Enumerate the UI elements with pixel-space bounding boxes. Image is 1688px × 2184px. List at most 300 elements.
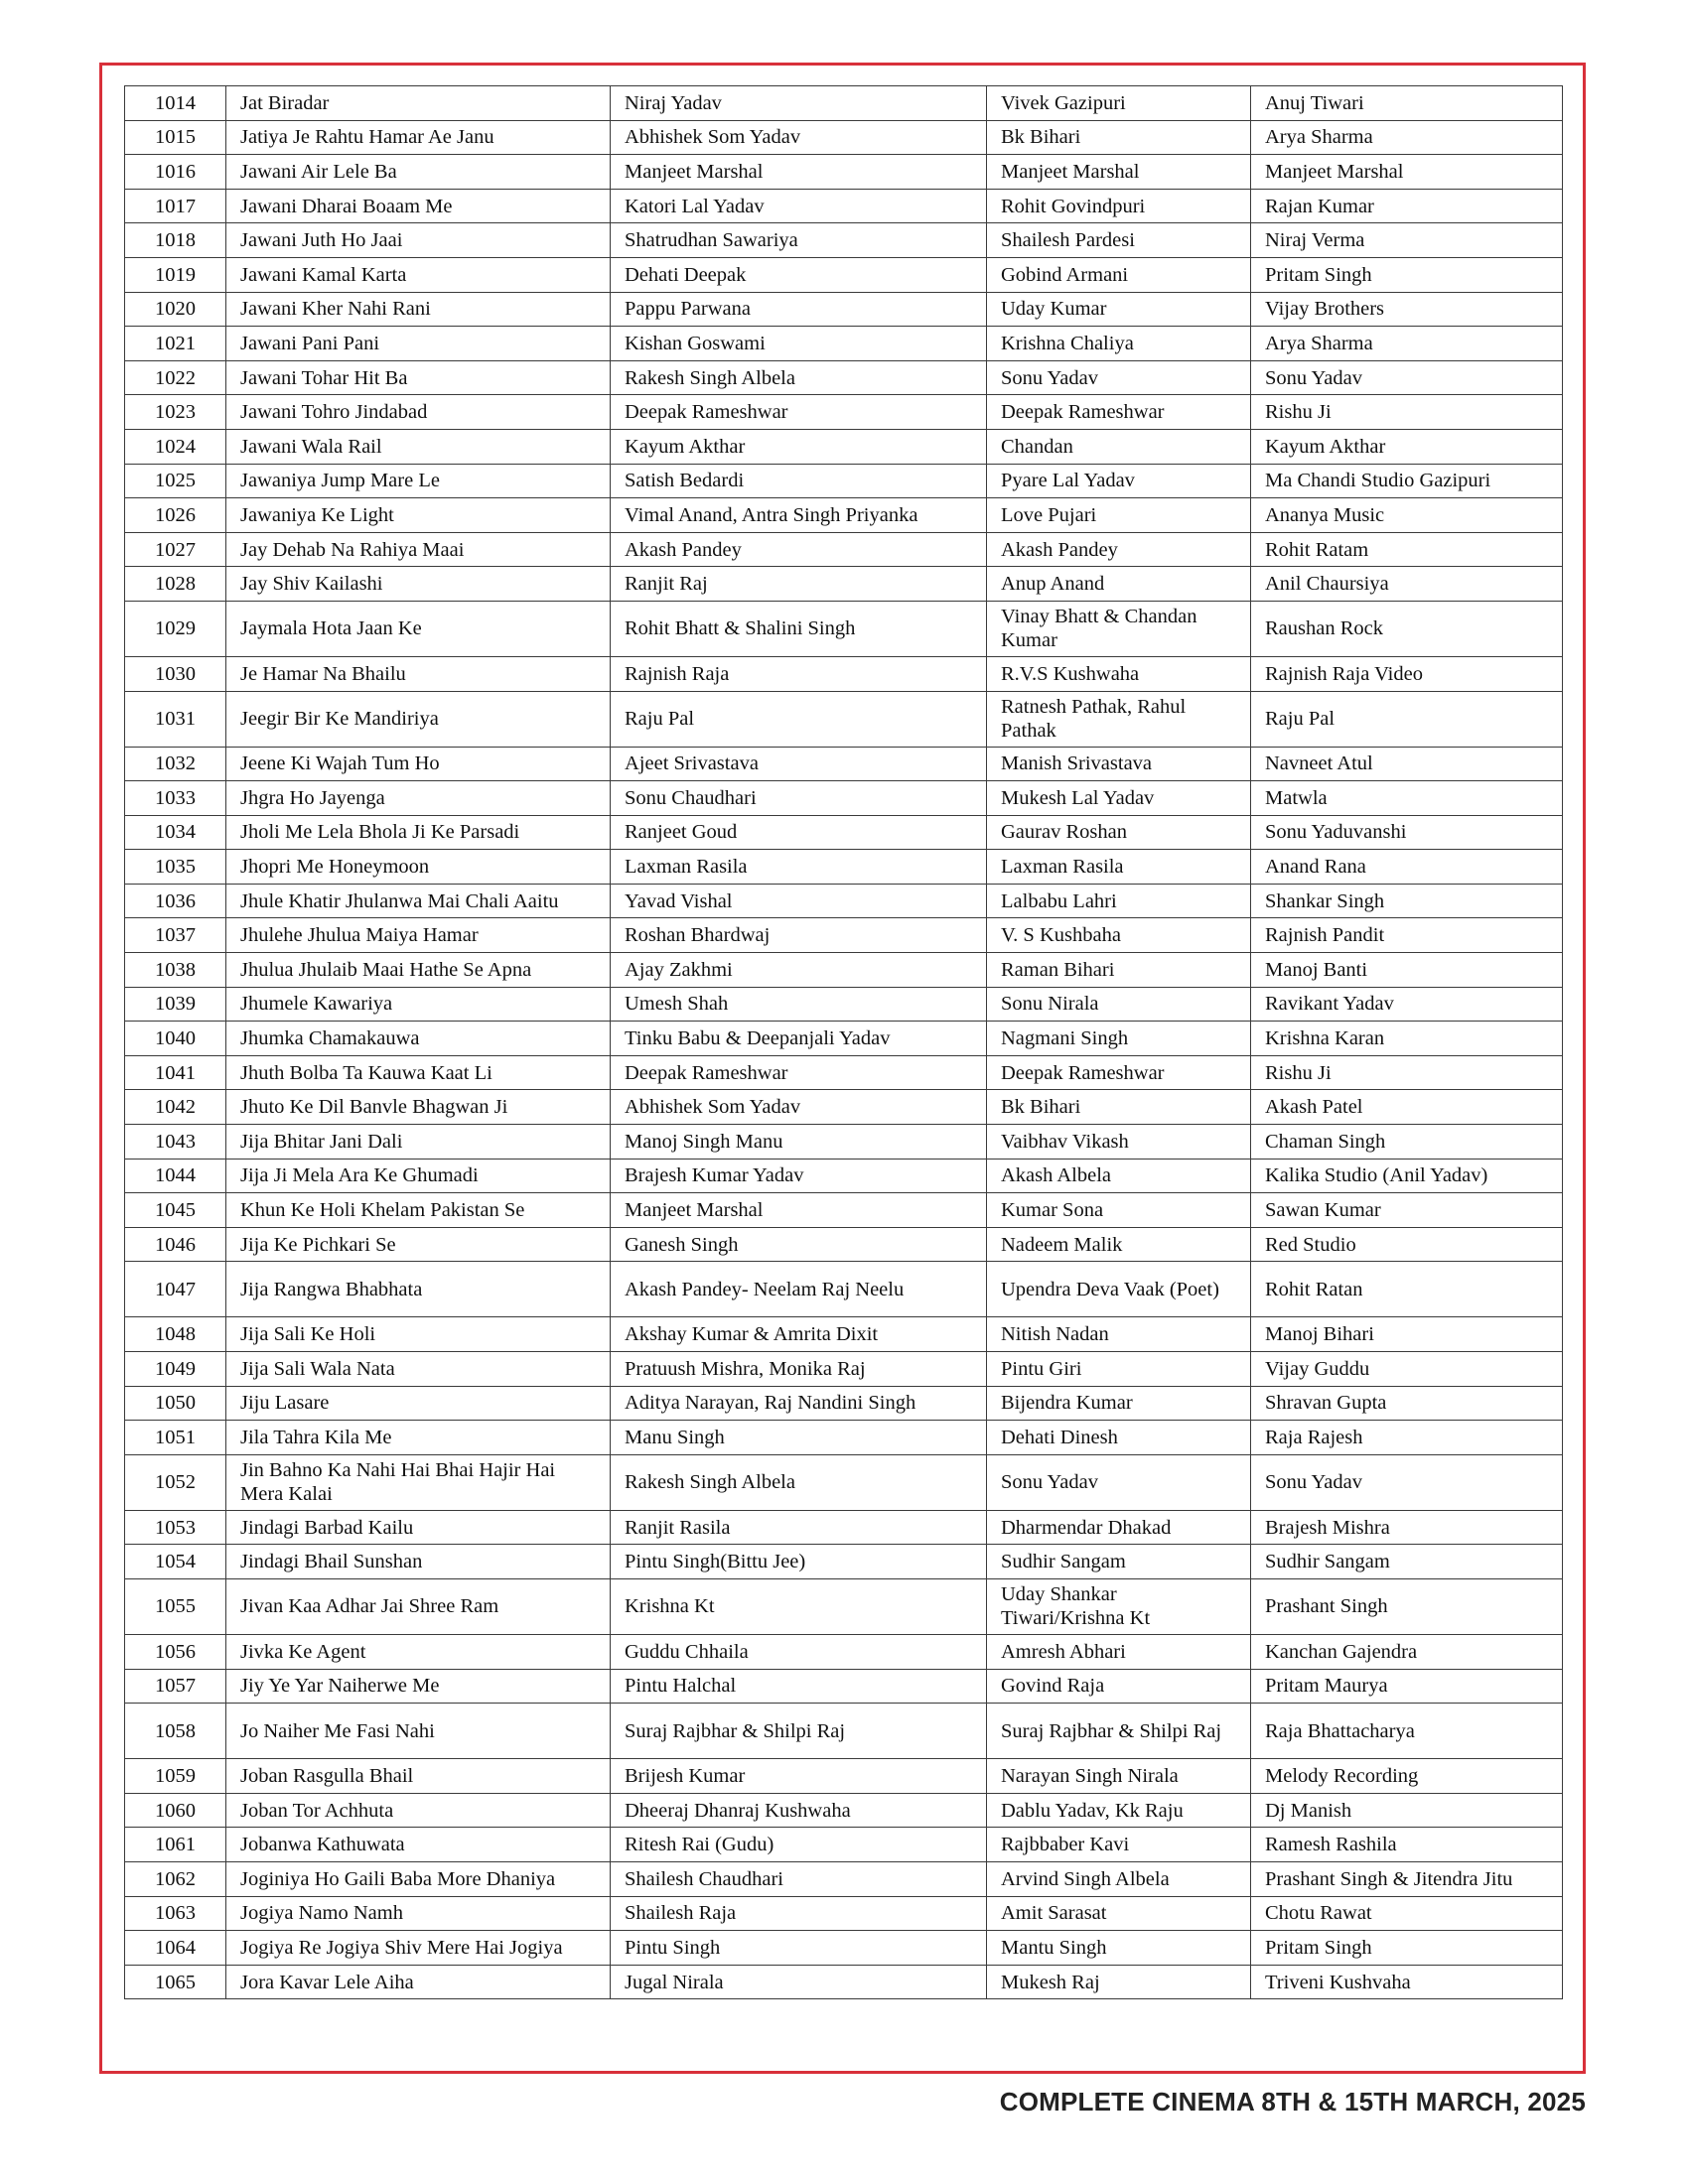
song-title-cell: Jija Ke Pichkari Se [226, 1227, 611, 1262]
entry-number-cell: 1048 [125, 1317, 226, 1352]
lyricist-cell: Shailesh Pardesi [987, 223, 1251, 258]
singer-cell: Akash Pandey [611, 532, 987, 567]
table-row [125, 1193, 1563, 1228]
music-label-cell: Prashant Singh & Jitendra Jitu [1251, 1861, 1563, 1896]
singer-cell: Ajeet Srivastava [611, 747, 987, 781]
table-row [125, 781, 1563, 816]
song-title-cell: Jawani Kamal Karta [226, 257, 611, 292]
table-row [125, 360, 1563, 395]
entry-number-cell: 1057 [125, 1669, 226, 1704]
lyricist-cell: Anup Anand [987, 567, 1251, 602]
song-title-cell: Jija Sali Wala Nata [226, 1352, 611, 1387]
table-row [125, 464, 1563, 498]
table-row [125, 1386, 1563, 1421]
entry-number-cell: 1054 [125, 1545, 226, 1579]
singer-cell: Krishna Kt [611, 1578, 987, 1634]
entry-number-cell: 1042 [125, 1090, 226, 1125]
table-row [125, 601, 1563, 656]
song-title-cell: Jawani Air Lele Ba [226, 155, 611, 190]
entry-number-cell: 1034 [125, 815, 226, 850]
music-label-cell: Brajesh Mishra [1251, 1510, 1563, 1545]
lyricist-cell: Lalbabu Lahri [987, 884, 1251, 918]
entry-number-cell: 1032 [125, 747, 226, 781]
music-label-cell: Triveni Kushvaha [1251, 1965, 1563, 1999]
song-title-cell: Jhulua Jhulaib Maai Hathe Se Apna [226, 953, 611, 988]
entry-number-cell: 1036 [125, 884, 226, 918]
entry-number-cell: 1015 [125, 120, 226, 155]
song-credits-table [124, 85, 1563, 1999]
song-title-cell: Jija Ji Mela Ara Ke Ghumadi [226, 1159, 611, 1193]
music-label-cell: Raushan Rock [1251, 601, 1563, 656]
song-title-cell: Jhulehe Jhulua Maiya Hamar [226, 918, 611, 953]
table-row [125, 1421, 1563, 1455]
entry-number-cell: 1063 [125, 1896, 226, 1931]
singer-cell: Yavad Vishal [611, 884, 987, 918]
lyricist-cell: Mukesh Lal Yadav [987, 781, 1251, 816]
music-label-cell: Anand Rana [1251, 850, 1563, 885]
lyricist-cell: Dharmendar Dhakad [987, 1510, 1251, 1545]
music-label-cell: Kayum Akthar [1251, 429, 1563, 464]
lyricist-cell: Akash Pandey [987, 532, 1251, 567]
lyricist-cell: Kumar Sona [987, 1193, 1251, 1228]
table-row [125, 1896, 1563, 1931]
table-body [125, 86, 1563, 1999]
table-row [125, 327, 1563, 361]
singer-cell: Vimal Anand, Antra Singh Priyanka [611, 498, 987, 533]
singer-cell: Rakesh Singh Albela [611, 1454, 987, 1510]
singer-cell: Manu Singh [611, 1421, 987, 1455]
table-row [125, 691, 1563, 747]
table-row [125, 1352, 1563, 1387]
music-label-cell: Raju Pal [1251, 691, 1563, 747]
music-label-cell: Rishu Ji [1251, 395, 1563, 430]
entry-number-cell: 1046 [125, 1227, 226, 1262]
singer-cell: Ranjit Raj [611, 567, 987, 602]
music-label-cell: Sonu Yadav [1251, 360, 1563, 395]
table-row [125, 953, 1563, 988]
singer-cell: Guddu Chhaila [611, 1634, 987, 1669]
table-row [125, 155, 1563, 190]
lyricist-cell: Chandan [987, 429, 1251, 464]
lyricist-cell: Amit Sarasat [987, 1896, 1251, 1931]
lyricist-cell: Sonu Yadav [987, 360, 1251, 395]
entry-number-cell: 1027 [125, 532, 226, 567]
lyricist-cell: Laxman Rasila [987, 850, 1251, 885]
entry-number-cell: 1028 [125, 567, 226, 602]
singer-cell: Manjeet Marshal [611, 1193, 987, 1228]
music-label-cell: Niraj Verma [1251, 223, 1563, 258]
lyricist-cell: Ratnesh Pathak, Rahul Pathak [987, 691, 1251, 747]
entry-number-cell: 1031 [125, 691, 226, 747]
music-label-cell: Ma Chandi Studio Gazipuri [1251, 464, 1563, 498]
singer-cell: Aditya Narayan, Raj Nandini Singh [611, 1386, 987, 1421]
entry-number-cell: 1055 [125, 1578, 226, 1634]
song-title-cell: Jholi Me Lela Bhola Ji Ke Parsadi [226, 815, 611, 850]
table-row [125, 429, 1563, 464]
singer-cell: Abhishek Som Yadav [611, 1090, 987, 1125]
entry-number-cell: 1061 [125, 1828, 226, 1862]
song-title-cell: Jhopri Me Honeymoon [226, 850, 611, 885]
lyricist-cell: Pyare Lal Yadav [987, 464, 1251, 498]
lyricist-cell: Vinay Bhatt & Chandan Kumar [987, 601, 1251, 656]
lyricist-cell: Uday Shankar Tiwari/Krishna Kt [987, 1578, 1251, 1634]
music-label-cell: Sonu Yaduvanshi [1251, 815, 1563, 850]
song-title-cell: Jawani Kher Nahi Rani [226, 292, 611, 327]
song-title-cell: Jiju Lasare [226, 1386, 611, 1421]
table-row [125, 1262, 1563, 1317]
singer-cell: Katori Lal Yadav [611, 189, 987, 223]
entry-number-cell: 1024 [125, 429, 226, 464]
singer-cell: Shailesh Chaudhari [611, 1861, 987, 1896]
music-label-cell: Pritam Singh [1251, 1931, 1563, 1966]
song-title-cell: Jogiya Namo Namh [226, 1896, 611, 1931]
music-label-cell: Ananya Music [1251, 498, 1563, 533]
singer-cell: Rajnish Raja [611, 656, 987, 691]
lyricist-cell: Nitish Nadan [987, 1317, 1251, 1352]
music-label-cell: Rohit Ratan [1251, 1262, 1563, 1317]
singer-cell: Akshay Kumar & Amrita Dixit [611, 1317, 987, 1352]
singer-cell: Pappu Parwana [611, 292, 987, 327]
table-row [125, 86, 1563, 121]
singer-cell: Umesh Shah [611, 987, 987, 1022]
entry-number-cell: 1050 [125, 1386, 226, 1421]
table-row [125, 567, 1563, 602]
song-title-cell: Jin Bahno Ka Nahi Hai Bhai Hajir Hai Mera Kalai [226, 1454, 611, 1510]
table-row [125, 815, 1563, 850]
singer-cell: Pintu Singh(Bittu Jee) [611, 1545, 987, 1579]
song-title-cell: Jay Shiv Kailashi [226, 567, 611, 602]
lyricist-cell: Manish Srivastava [987, 747, 1251, 781]
music-label-cell: Manoj Banti [1251, 953, 1563, 988]
table-row [125, 1931, 1563, 1966]
song-title-cell: Jhumka Chamakauwa [226, 1022, 611, 1056]
music-label-cell: Rohit Ratam [1251, 532, 1563, 567]
table-row [125, 532, 1563, 567]
lyricist-cell: Gobind Armani [987, 257, 1251, 292]
music-label-cell: Akash Patel [1251, 1090, 1563, 1125]
singer-cell: Deepak Rameshwar [611, 1055, 987, 1090]
song-title-cell: Jawani Pani Pani [226, 327, 611, 361]
table-row [125, 395, 1563, 430]
song-title-cell: Jeene Ki Wajah Tum Ho [226, 747, 611, 781]
singer-cell: Jugal Nirala [611, 1965, 987, 1999]
music-label-cell: Pritam Maurya [1251, 1669, 1563, 1704]
lyricist-cell: Upendra Deva Vaak (Poet) [987, 1262, 1251, 1317]
song-title-cell: Jawani Juth Ho Jaai [226, 223, 611, 258]
entry-number-cell: 1038 [125, 953, 226, 988]
entry-number-cell: 1047 [125, 1262, 226, 1317]
entry-number-cell: 1043 [125, 1125, 226, 1160]
lyricist-cell: Vivek Gazipuri [987, 86, 1251, 121]
music-label-cell: Sonu Yadav [1251, 1454, 1563, 1510]
table-row [125, 1861, 1563, 1896]
singer-cell: Akash Pandey- Neelam Raj Neelu [611, 1262, 987, 1317]
song-title-cell: Khun Ke Holi Khelam Pakistan Se [226, 1193, 611, 1228]
singer-cell: Dheeraj Dhanraj Kushwaha [611, 1793, 987, 1828]
singer-cell: Brajesh Kumar Yadav [611, 1159, 987, 1193]
lyricist-cell: Uday Kumar [987, 292, 1251, 327]
lyricist-cell: Manjeet Marshal [987, 155, 1251, 190]
table-row [125, 1159, 1563, 1193]
lyricist-cell: Dablu Yadav, Kk Raju [987, 1793, 1251, 1828]
table-row [125, 189, 1563, 223]
lyricist-cell: Pintu Giri [987, 1352, 1251, 1387]
singer-cell: Rohit Bhatt & Shalini Singh [611, 601, 987, 656]
lyricist-cell: Amresh Abhari [987, 1634, 1251, 1669]
lyricist-cell: Bk Bihari [987, 120, 1251, 155]
entry-number-cell: 1016 [125, 155, 226, 190]
singer-cell: Kishan Goswami [611, 327, 987, 361]
singer-cell: Manoj Singh Manu [611, 1125, 987, 1160]
lyricist-cell: Deepak Rameshwar [987, 395, 1251, 430]
music-label-cell: Vijay Brothers [1251, 292, 1563, 327]
table-row [125, 1545, 1563, 1579]
singer-cell: Pintu Halchal [611, 1669, 987, 1704]
table-row [125, 850, 1563, 885]
song-title-cell: Jija Rangwa Bhabhata [226, 1262, 611, 1317]
entry-number-cell: 1060 [125, 1793, 226, 1828]
song-title-cell: Jaymala Hota Jaan Ke [226, 601, 611, 656]
publication-footer: COMPLETE CINEMA 8TH & 15TH MARCH, 2025 [999, 2087, 1586, 2116]
song-title-cell: Jo Naiher Me Fasi Nahi [226, 1704, 611, 1759]
entry-number-cell: 1023 [125, 395, 226, 430]
entry-number-cell: 1045 [125, 1193, 226, 1228]
song-title-cell: Jawani Wala Rail [226, 429, 611, 464]
entry-number-cell: 1037 [125, 918, 226, 953]
music-label-cell: Anuj Tiwari [1251, 86, 1563, 121]
music-label-cell: Raja Rajesh [1251, 1421, 1563, 1455]
singer-cell: Brijesh Kumar [611, 1759, 987, 1794]
table-row [125, 1578, 1563, 1634]
lyricist-cell: R.V.S Kushwaha [987, 656, 1251, 691]
singer-cell: Sonu Chaudhari [611, 781, 987, 816]
entry-number-cell: 1052 [125, 1454, 226, 1510]
table-row [125, 1090, 1563, 1125]
singer-cell: Shatrudhan Sawariya [611, 223, 987, 258]
entry-number-cell: 1065 [125, 1965, 226, 1999]
entry-number-cell: 1058 [125, 1704, 226, 1759]
music-label-cell: Shankar Singh [1251, 884, 1563, 918]
song-title-cell: Jhumele Kawariya [226, 987, 611, 1022]
entry-number-cell: 1025 [125, 464, 226, 498]
lyricist-cell: Raman Bihari [987, 953, 1251, 988]
lyricist-cell: Rohit Govindpuri [987, 189, 1251, 223]
song-title-cell: Jivka Ke Agent [226, 1634, 611, 1669]
song-title-cell: Jindagi Barbad Kailu [226, 1510, 611, 1545]
music-label-cell: Krishna Karan [1251, 1022, 1563, 1056]
lyricist-cell: V. S Kushbaha [987, 918, 1251, 953]
table-row [125, 884, 1563, 918]
table-row [125, 1634, 1563, 1669]
lyricist-cell: Bijendra Kumar [987, 1386, 1251, 1421]
singer-cell: Satish Bedardi [611, 464, 987, 498]
music-label-cell: Manjeet Marshal [1251, 155, 1563, 190]
singer-cell: Ritesh Rai (Gudu) [611, 1828, 987, 1862]
singer-cell: Dehati Deepak [611, 257, 987, 292]
lyricist-cell: Bk Bihari [987, 1090, 1251, 1125]
music-label-cell: Prashant Singh [1251, 1578, 1563, 1634]
song-title-cell: Joban Tor Achhuta [226, 1793, 611, 1828]
song-title-cell: Jeegir Bir Ke Mandiriya [226, 691, 611, 747]
table-row [125, 1510, 1563, 1545]
table-row [125, 292, 1563, 327]
lyricist-cell: Sonu Nirala [987, 987, 1251, 1022]
entry-number-cell: 1039 [125, 987, 226, 1022]
song-title-cell: Jawaniya Jump Mare Le [226, 464, 611, 498]
table-row [125, 987, 1563, 1022]
song-title-cell: Jawaniya Ke Light [226, 498, 611, 533]
music-label-cell: Manoj Bihari [1251, 1317, 1563, 1352]
singer-cell: Niraj Yadav [611, 86, 987, 121]
table-row [125, 1759, 1563, 1794]
entry-number-cell: 1040 [125, 1022, 226, 1056]
music-label-cell: Sawan Kumar [1251, 1193, 1563, 1228]
song-title-cell: Jhuto Ke Dil Banvle Bhagwan Ji [226, 1090, 611, 1125]
singer-cell: Raju Pal [611, 691, 987, 747]
singer-cell: Suraj Rajbhar & Shilpi Raj [611, 1704, 987, 1759]
song-title-cell: Jat Biradar [226, 86, 611, 121]
table-row [125, 1669, 1563, 1704]
singer-cell: Laxman Rasila [611, 850, 987, 885]
lyricist-cell: Akash Albela [987, 1159, 1251, 1193]
singer-cell: Kayum Akthar [611, 429, 987, 464]
music-label-cell: Chaman Singh [1251, 1125, 1563, 1160]
entry-number-cell: 1018 [125, 223, 226, 258]
song-title-cell: Jatiya Je Rahtu Hamar Ae Janu [226, 120, 611, 155]
music-label-cell: Ravikant Yadav [1251, 987, 1563, 1022]
music-label-cell: Kalika Studio (Anil Yadav) [1251, 1159, 1563, 1193]
entry-number-cell: 1051 [125, 1421, 226, 1455]
lyricist-cell: Mantu Singh [987, 1931, 1251, 1966]
entry-number-cell: 1030 [125, 656, 226, 691]
music-label-cell: Rajnish Pandit [1251, 918, 1563, 953]
lyricist-cell: Suraj Rajbhar & Shilpi Raj [987, 1704, 1251, 1759]
music-label-cell: Shravan Gupta [1251, 1386, 1563, 1421]
music-label-cell: Vijay Guddu [1251, 1352, 1563, 1387]
music-label-cell: Red Studio [1251, 1227, 1563, 1262]
table-row [125, 1317, 1563, 1352]
music-label-cell: Arya Sharma [1251, 120, 1563, 155]
music-label-cell: Pritam Singh [1251, 257, 1563, 292]
lyricist-cell: Sudhir Sangam [987, 1545, 1251, 1579]
singer-cell: Deepak Rameshwar [611, 395, 987, 430]
entry-number-cell: 1029 [125, 601, 226, 656]
music-label-cell: Melody Recording [1251, 1759, 1563, 1794]
music-label-cell: Kanchan Gajendra [1251, 1634, 1563, 1669]
lyricist-cell: Nadeem Malik [987, 1227, 1251, 1262]
singer-cell: Ajay Zakhmi [611, 953, 987, 988]
singer-cell: Manjeet Marshal [611, 155, 987, 190]
table-row [125, 1454, 1563, 1510]
music-label-cell: Sudhir Sangam [1251, 1545, 1563, 1579]
entry-number-cell: 1022 [125, 360, 226, 395]
music-label-cell: Arya Sharma [1251, 327, 1563, 361]
entry-number-cell: 1053 [125, 1510, 226, 1545]
table-row [125, 1704, 1563, 1759]
entry-number-cell: 1035 [125, 850, 226, 885]
music-label-cell: Matwla [1251, 781, 1563, 816]
lyricist-cell: Arvind Singh Albela [987, 1861, 1251, 1896]
song-title-cell: Jhgra Ho Jayenga [226, 781, 611, 816]
singer-cell: Ganesh Singh [611, 1227, 987, 1262]
table-row [125, 1022, 1563, 1056]
song-title-cell: Jobanwa Kathuwata [226, 1828, 611, 1862]
entry-number-cell: 1014 [125, 86, 226, 121]
singer-cell: Shailesh Raja [611, 1896, 987, 1931]
song-title-cell: Jhule Khatir Jhulanwa Mai Chali Aaitu [226, 884, 611, 918]
table-row [125, 120, 1563, 155]
lyricist-cell: Govind Raja [987, 1669, 1251, 1704]
table-row [125, 257, 1563, 292]
entry-number-cell: 1044 [125, 1159, 226, 1193]
lyricist-cell: Deepak Rameshwar [987, 1055, 1251, 1090]
song-title-cell: Jija Sali Ke Holi [226, 1317, 611, 1352]
lyricist-cell: Vaibhav Vikash [987, 1125, 1251, 1160]
lyricist-cell: Love Pujari [987, 498, 1251, 533]
music-label-cell: Navneet Atul [1251, 747, 1563, 781]
singer-cell: Ranjeet Goud [611, 815, 987, 850]
singer-cell: Rakesh Singh Albela [611, 360, 987, 395]
song-title-cell: Jivan Kaa Adhar Jai Shree Ram [226, 1578, 611, 1634]
table-row [125, 1828, 1563, 1862]
song-title-cell: Jindagi Bhail Sunshan [226, 1545, 611, 1579]
singer-cell: Roshan Bhardwaj [611, 918, 987, 953]
table-row [125, 1125, 1563, 1160]
lyricist-cell: Krishna Chaliya [987, 327, 1251, 361]
song-title-cell: Jawani Tohro Jindabad [226, 395, 611, 430]
song-title-cell: Jawani Dharai Boaam Me [226, 189, 611, 223]
lyricist-cell: Mukesh Raj [987, 1965, 1251, 1999]
table-row [125, 498, 1563, 533]
singer-cell: Pintu Singh [611, 1931, 987, 1966]
music-label-cell: Rishu Ji [1251, 1055, 1563, 1090]
entry-number-cell: 1026 [125, 498, 226, 533]
entry-number-cell: 1059 [125, 1759, 226, 1794]
lyricist-cell: Gaurav Roshan [987, 815, 1251, 850]
lyricist-cell: Sonu Yadav [987, 1454, 1251, 1510]
music-label-cell: Rajnish Raja Video [1251, 656, 1563, 691]
lyricist-cell: Nagmani Singh [987, 1022, 1251, 1056]
song-title-cell: Jhuth Bolba Ta Kauwa Kaat Li [226, 1055, 611, 1090]
song-title-cell: Jija Bhitar Jani Dali [226, 1125, 611, 1160]
table-row [125, 223, 1563, 258]
table-row [125, 1965, 1563, 1999]
music-label-cell: Chotu Rawat [1251, 1896, 1563, 1931]
song-title-cell: Jila Tahra Kila Me [226, 1421, 611, 1455]
table-row [125, 1227, 1563, 1262]
lyricist-cell: Narayan Singh Nirala [987, 1759, 1251, 1794]
song-title-cell: Jay Dehab Na Rahiya Maai [226, 532, 611, 567]
song-title-cell: Jiy Ye Yar Naiherwe Me [226, 1669, 611, 1704]
lyricist-cell: Dehati Dinesh [987, 1421, 1251, 1455]
entry-number-cell: 1020 [125, 292, 226, 327]
song-title-cell: Joban Rasgulla Bhail [226, 1759, 611, 1794]
singer-cell: Abhishek Som Yadav [611, 120, 987, 155]
song-title-cell: Jogiya Re Jogiya Shiv Mere Hai Jogiya [226, 1931, 611, 1966]
entry-number-cell: 1019 [125, 257, 226, 292]
lyricist-cell: Rajbbaber Kavi [987, 1828, 1251, 1862]
entry-number-cell: 1041 [125, 1055, 226, 1090]
song-title-cell: Je Hamar Na Bhailu [226, 656, 611, 691]
table-row [125, 918, 1563, 953]
music-label-cell: Anil Chaursiya [1251, 567, 1563, 602]
entry-number-cell: 1062 [125, 1861, 226, 1896]
singer-cell: Tinku Babu & Deepanjali Yadav [611, 1022, 987, 1056]
table-row [125, 747, 1563, 781]
music-label-cell: Rajan Kumar [1251, 189, 1563, 223]
song-title-cell: Joginiya Ho Gaili Baba More Dhaniya [226, 1861, 611, 1896]
singer-cell: Pratuush Mishra, Monika Raj [611, 1352, 987, 1387]
